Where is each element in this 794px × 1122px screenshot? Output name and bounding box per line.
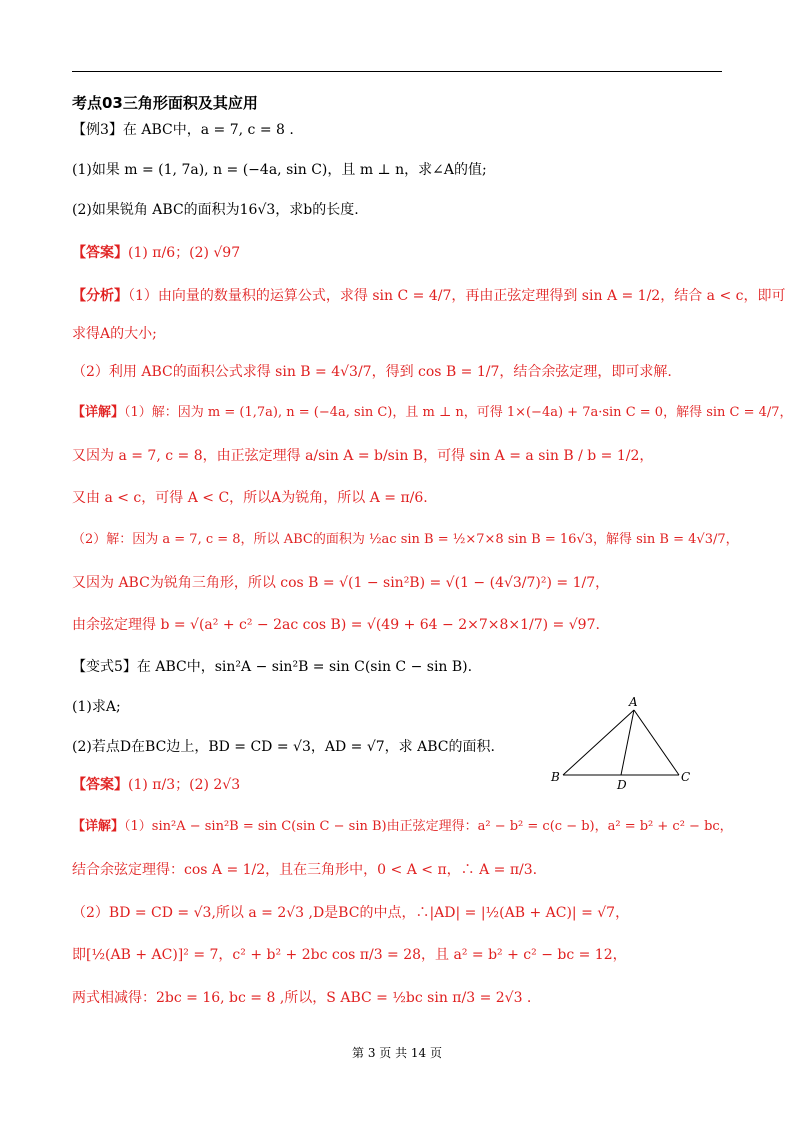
vertex-c-label: C [681, 770, 691, 784]
vertex-d-label: D [617, 778, 627, 792]
variant5-detail-line1: （1）sin²A − sin²B = sin C(sin C − sin B)由正弦定理得：a² − b² = c(c − b)，a² = b² + c² − bc， [124, 819, 733, 834]
analysis-tag: 【分析】 [72, 288, 128, 304]
vertex-b-label: B [551, 770, 560, 784]
example3-q2: (2)如果锐角 ABC的面积为16√3，求b的长度. [72, 202, 359, 218]
detail-line6: 由余弦定理得 b = √(a² + c² − 2ac cos B) = √(49 + 64 − 2×7×8×1/7) = √97. [72, 617, 600, 633]
analysis-line2: （2）利用 ABC的面积公式求得 sin B = 4√3/7，得到 cos B = 1/7，结合余弦定理，即可求解. [72, 364, 672, 380]
section-title: 考点03三角形面积及其应用 [72, 94, 258, 112]
detail-line4: （2）解：因为 a = 7, c = 8，所以 ABC的面积为 ½ac sin B = ½×7×8 sin B = 16√3，解得 sin B = 4√3/7， [72, 532, 739, 547]
example3-analysis [72, 286, 785, 306]
example3-tag: 【例3】 [72, 122, 123, 138]
example3-stem [72, 120, 294, 140]
answer-text: (1) π/6；(2) √97 [128, 245, 241, 261]
example3-detail [72, 403, 793, 423]
example3-q1: (1)如果 m = (1, 7a), n = (−4a, sin C)，且 m ⊥ n，求∠A的值; [72, 162, 487, 178]
variant5-detail-line5: 两式相减得：2bc = 16, bc = 8 ,所以，S ABC = ½bc sin π/3 = 2√3 . [72, 990, 532, 1006]
example3-stem-text: 在 ABC中，a = 7, c = 8 . [122, 122, 294, 138]
variant5-detail-tag: 【详解】 [72, 819, 125, 834]
variant5-detail-line2: 结合余弦定理得：cos A = 1/2，且在三角形中，0 < A < π，∴ A = π/3. [72, 862, 538, 878]
variant5-answer-text: (1) π/3；(2) 2√3 [128, 777, 241, 793]
detail-line5: 又因为 ABC为锐角三角形，所以 cos B = √(1 − sin²B) = √(1 − (4√3/7)²) = 1/7， [72, 575, 610, 591]
triangle-figure [545, 695, 695, 795]
variant5-answer-tag: 【答案】 [72, 777, 128, 793]
analysis-line1b: 求得A的大小; [72, 326, 157, 342]
variant5-q1: (1)求A; [72, 699, 121, 715]
vertex-a-label: A [629, 695, 638, 709]
variant5-stem [72, 657, 472, 677]
variant5-detail-line3: （2）BD = CD = √3,所以 a = 2√3 ,D是BC的中点，∴|AD| = |½(AB + AC)| = √7， [72, 905, 630, 921]
variant5-q2: (2)若点D在BC边上，BD = CD = √3，AD = √7，求 ABC的面积. [72, 739, 495, 755]
detail-line1: （1）解：因为 m = (1,7a), n = (−4a, sin C)，且 m ⊥ n，可得 1×(−4a) + 7a·sin C = 0，解得 sin C = 4/7， [124, 405, 793, 420]
variant5-detail [72, 817, 733, 837]
detail-line3: 又由 a < c，可得 A < C，所以A为锐角，所以 A = π/6. [72, 490, 428, 506]
analysis-line1: （1）由向量的数量积的运算公式，求得 sin C = 4/7，再由正弦定理得到 sin A = 1/2，结合 a < c，即可 [128, 288, 786, 304]
variant5-answer [72, 775, 240, 795]
example3-answer [72, 243, 240, 263]
variant5-tag: 【变式5】 [72, 659, 137, 675]
detail-line2: 又因为 a = 7, c = 8，由正弦定理得 a/sin A = b/sin B，可得 sin A = a sin B / b = 1/2， [72, 448, 654, 464]
answer-tag: 【答案】 [72, 245, 128, 261]
detail-tag: 【详解】 [72, 405, 125, 420]
variant5-stem-text: 在 ABC中，sin²A − sin²B = sin C(sin C − sin B). [136, 659, 473, 675]
variant5-detail-line4: 即[½(AB + AC)]² = 7，c² + b² + 2bc cos π/3 = 28，且 a² = b² + c² − bc = 12， [72, 947, 627, 963]
header-rule [72, 71, 722, 72]
page-footer: 第 3 页 共 14 页 [352, 1046, 442, 1060]
